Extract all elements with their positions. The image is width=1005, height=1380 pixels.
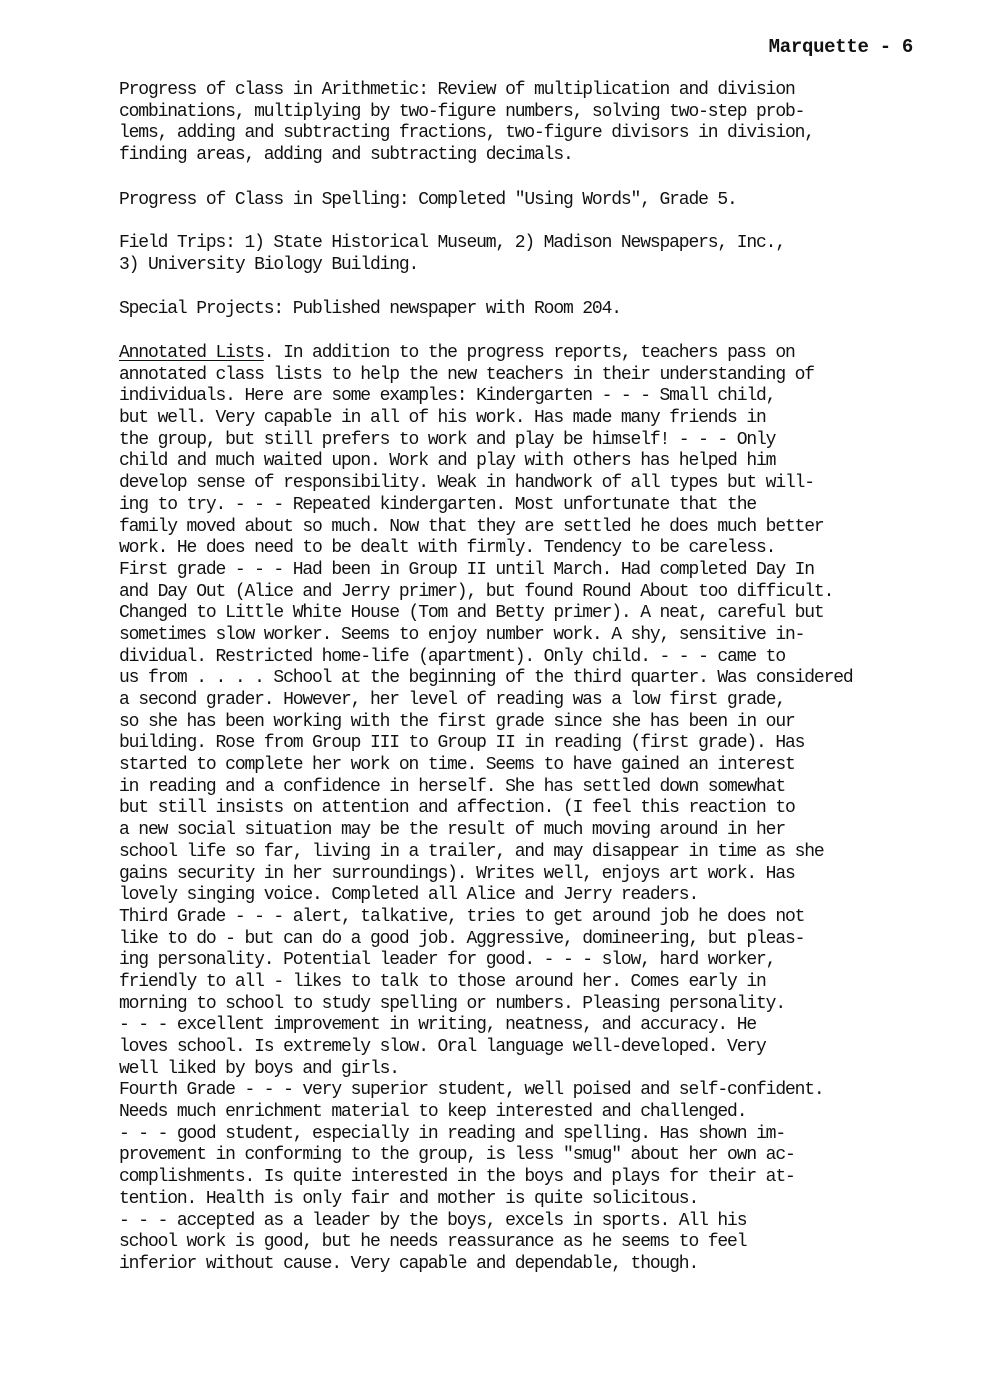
text-line: in reading and a confidence in herself. She has settled down somewhat	[119, 776, 785, 797]
text-line: the group, but still prefers to work and play be himself! - - - Only	[119, 429, 776, 450]
text-line: lovely singing voice. Completed all Alice and Jerry readers.	[119, 885, 699, 906]
text-line	[119, 343, 969, 365]
text-line: us from . . . . School at the beginning of the third quarter. Was considered	[119, 668, 853, 689]
text-line: finding areas, adding and subtracting decimals.	[119, 145, 573, 166]
text-line: lems, adding and subtracting fractions, two-figure divisors in division,	[119, 123, 814, 144]
text-line: well liked by boys and girls.	[119, 1058, 399, 1079]
text-line: develop sense of responsibility. Weak in handwork of all types but will-	[119, 473, 814, 494]
text-line: combinations, multiplying by two-figure numbers, solving two-step prob-	[119, 101, 805, 122]
text-line: sometimes slow worker. Seems to enjoy number work. A shy, sensitive in-	[119, 624, 805, 645]
text-line: - - - good student, especially in reading and spelling. Has shown im-	[119, 1123, 785, 1144]
text-line: Progress of class in Arithmetic: Review of multiplication and division	[119, 80, 795, 100]
text-line: First grade - - - Had been in Group II until March. Had completed Day In	[119, 559, 814, 580]
page-header: Marquette - 6	[768, 36, 913, 58]
text-line: morning to school to study spelling or numbers. Pleasing personality.	[119, 993, 785, 1014]
text-line: a new social situation may be the result of much moving around in her	[119, 820, 785, 841]
text-line: individuals. Here are some examples: Kindergarten - - - Small child,	[119, 386, 776, 407]
text-line: - - - excellent improvement in writing, neatness, and accuracy. He	[119, 1015, 757, 1036]
text-line: Field Trips: 1) State Historical Museum, 2) Madison Newspapers, Inc.,	[119, 233, 785, 253]
text-line: Third Grade - - - alert, talkative, tries to get around job he does not	[119, 906, 805, 927]
text-line: a second grader. However, her level of reading was a low first grade,	[119, 690, 785, 710]
text-line: annotated class lists to help the new teachers in their understanding of	[119, 364, 814, 385]
annotated-lists-heading: Annotated Lists	[119, 343, 264, 363]
text-line: building. Rose from Group III to Group II in reading (first grade). Has	[119, 733, 805, 754]
field-trips-paragraph	[119, 233, 969, 276]
text-line: provement in conforming to the group, is less "smug" about her own ac-	[119, 1145, 795, 1166]
text-line: ing to try. - - - Repeated kindergarten. Most unfortunate that the	[119, 494, 757, 515]
text-line: 3) University Biology Building.	[119, 254, 419, 275]
text-line: Fourth Grade - - - very superior student, well poised and self-confident.	[119, 1080, 824, 1101]
text-line: - - - accepted as a leader by the boys, excels in sports. All his	[119, 1210, 747, 1231]
text-line: complishments. Is quite interested in the boys and plays for their at-	[119, 1167, 795, 1188]
text-line: friendly to all - likes to talk to those around her. Comes early in	[119, 971, 766, 992]
spelling-progress-paragraph	[119, 190, 969, 212]
text-line: school life so far, living in a trailer, and may disappear in time as she	[119, 841, 824, 862]
text-line: school work is good, but he needs reassurance as he seems to feel	[119, 1232, 747, 1253]
text-line: but well. Very capable in all of his work. Has made many friends in	[119, 408, 766, 429]
special-projects-paragraph	[119, 299, 969, 321]
text-line: Needs much enrichment material to keep interested and challenged.	[119, 1102, 747, 1123]
text-line: and Day Out (Alice and Jerry primer), but found Round About too difficult.	[119, 581, 834, 602]
text-line: loves school. Is extremely slow. Oral language well-developed. Very	[119, 1037, 766, 1057]
text-line: inferior without cause. Very capable and dependable, though.	[119, 1253, 699, 1274]
text-line: but still insists on attention and affection. (I feel this reaction to	[119, 798, 795, 819]
text-line: Progress of Class in Spelling: Completed "Using Words", Grade 5.	[119, 190, 737, 210]
annotated-lists-section	[119, 343, 969, 1276]
text-fragment: . In addition to the progress reports, teachers pass on	[263, 343, 795, 363]
text-line: child and much waited upon. Work and play with others has helped him	[119, 451, 776, 472]
text-line: Changed to Little White House (Tom and Betty primer). A neat, careful but	[119, 603, 824, 624]
text-line: Special Projects: Published newspaper with Room 204.	[119, 299, 621, 319]
text-line: tention. Health is only fair and mother is quite solicitous.	[119, 1188, 699, 1209]
text-line: work. He does need to be dealt with firmly. Tendency to be careless.	[119, 538, 776, 559]
text-line: gains security in her surroundings). Writes well, enjoys art work. Has	[119, 863, 795, 884]
text-line: ing personality. Potential leader for good. - - - slow, hard worker,	[119, 950, 776, 971]
arithmetic-progress-paragraph	[119, 80, 969, 167]
text-line: like to do - but can do a good job. Aggressive, domineering, but pleas-	[119, 928, 805, 949]
text-line: family moved about so much. Now that they are settled he does much better	[119, 516, 824, 537]
text-line: started to complete her work on time. Seems to have gained an interest	[119, 755, 795, 776]
text-line: so she has been working with the first grade since she has been in our	[119, 711, 795, 732]
text-line: dividual. Restricted home-life (apartment). Only child. - - - came to	[119, 646, 785, 667]
